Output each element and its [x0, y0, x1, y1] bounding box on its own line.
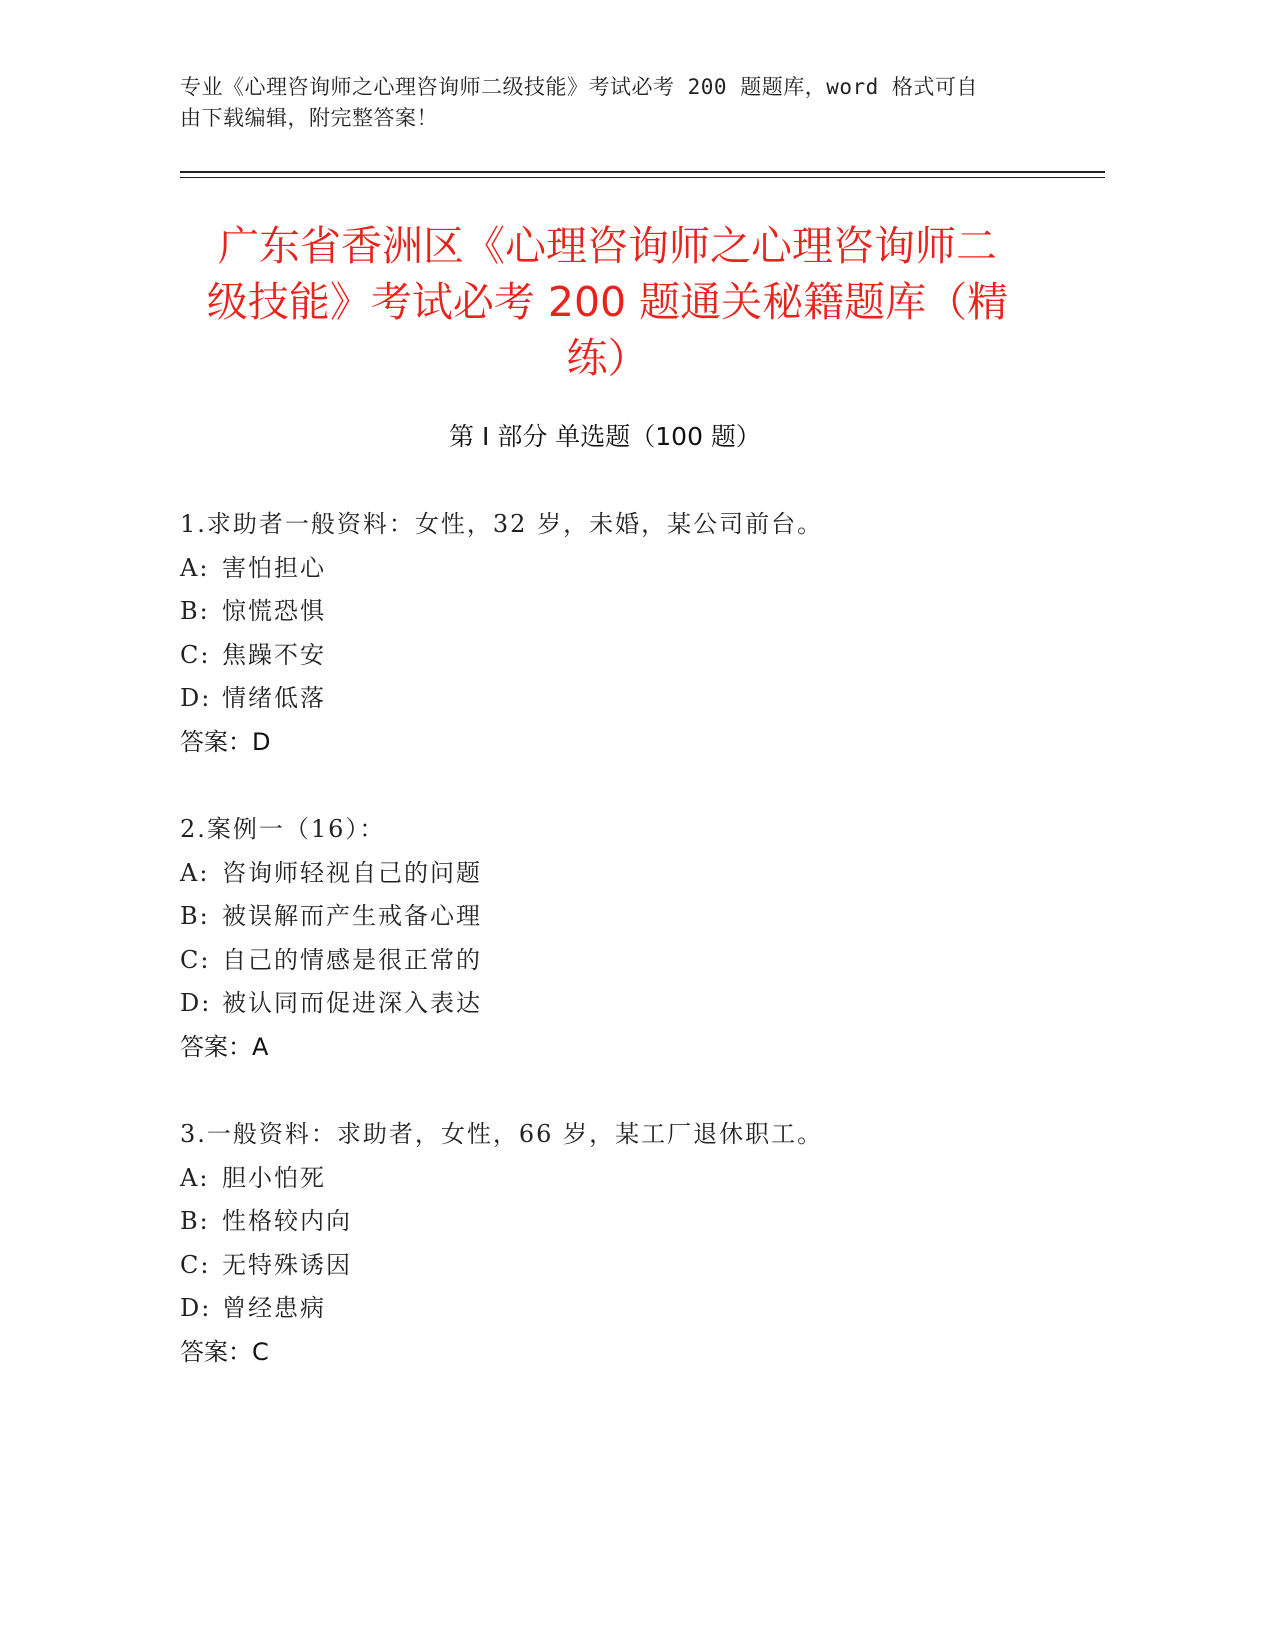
header-note-line: 专业《心理咨询师之心理咨询师二级技能》考试必考 200 题题库，word 格式可自 [180, 75, 978, 99]
header-divider-thin [180, 177, 1105, 178]
question-stem: 2.案例一（16）： [180, 815, 386, 843]
option-c [180, 939, 1080, 983]
option-text: 被认同而促进深入表达 [222, 989, 482, 1017]
option-a [180, 547, 1080, 591]
option-label: A: [180, 858, 210, 887]
option-text: 曾经患病 [222, 1294, 326, 1322]
option-label: A: [180, 1163, 210, 1192]
question-stem: 3.一般资料：求助者，女性，66 岁，某工厂退休职工。 [180, 1120, 824, 1148]
option-b [180, 895, 1080, 939]
document-title-line: 练） [566, 334, 649, 382]
option-c [180, 634, 1080, 678]
option-label: C: [180, 640, 211, 669]
option-text: 无特殊诱因 [222, 1250, 352, 1279]
option-d [180, 1287, 1080, 1331]
option-text: 胆小怕死 [222, 1163, 326, 1192]
header-note [180, 72, 1050, 134]
document-title [185, 218, 1030, 386]
option-label: A: [180, 553, 210, 582]
document-title-line: 级技能》考试必考 200 题通关秘籍题库（精 [206, 278, 1009, 326]
option-label: B: [180, 902, 210, 930]
option-a [180, 852, 1080, 896]
answer: 答案：A [180, 1032, 269, 1061]
header-note-line: 由下载编辑，附完整答案！ [180, 106, 438, 130]
answer: 答案：C [180, 1337, 269, 1366]
option-a [180, 1157, 1080, 1201]
question-block-3 [180, 1113, 1080, 1374]
option-b [180, 1200, 1080, 1244]
section-title: 第 I 部分 单选题（100 题） [449, 422, 761, 451]
option-text: 自己的情感是很正常的 [222, 945, 482, 974]
option-text: 性格较内向 [222, 1207, 352, 1235]
question-block-2 [180, 808, 1080, 1069]
option-label: D: [180, 1294, 212, 1322]
option-d [180, 982, 1080, 1026]
question-stem: 1.求助者一般资料：女性，32 岁，未婚，某公司前台。 [180, 510, 824, 538]
option-text: 咨询师轻视自己的问题 [222, 858, 482, 887]
option-text: 焦躁不安 [222, 640, 326, 669]
option-label: D: [180, 684, 212, 712]
option-text: 惊慌恐惧 [222, 597, 326, 625]
option-label: C: [180, 945, 211, 974]
option-c [180, 1244, 1080, 1288]
option-text: 被误解而产生戒备心理 [222, 902, 482, 930]
option-label: B: [180, 597, 210, 625]
option-b [180, 590, 1080, 634]
option-text: 害怕担心 [222, 553, 326, 582]
header-divider-thick [180, 171, 1105, 173]
document-title-line: 广东省香洲区《心理咨询师之心理咨询师二 [218, 222, 997, 270]
option-text: 情绪低落 [222, 684, 326, 712]
question-block-1 [180, 503, 1080, 764]
answer: 答案：D [180, 727, 271, 756]
option-label: B: [180, 1207, 210, 1235]
option-d [180, 677, 1080, 721]
option-label: C: [180, 1250, 211, 1279]
option-label: D: [180, 989, 212, 1017]
